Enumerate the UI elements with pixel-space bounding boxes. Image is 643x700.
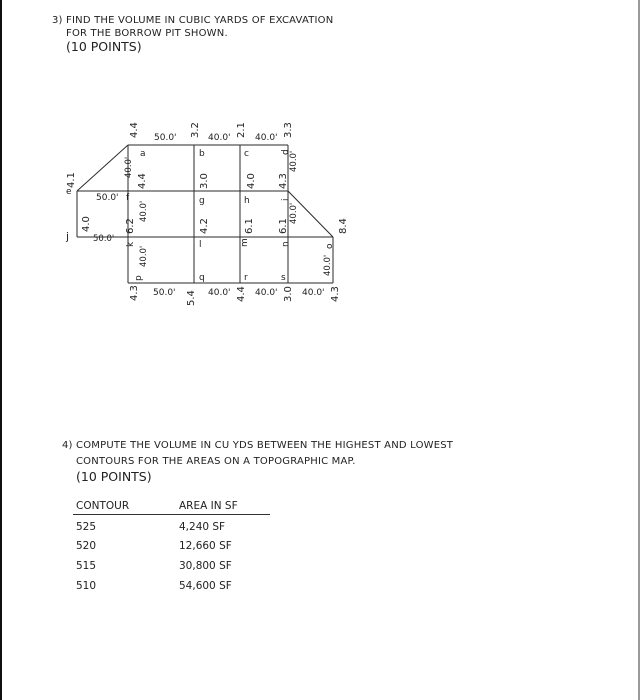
cut-a: 4.4 bbox=[129, 122, 140, 138]
dim-b-c: 40.0' bbox=[208, 133, 231, 143]
table-cell-area: 12,660 SF bbox=[179, 540, 232, 552]
cut-d: 3.3 bbox=[283, 122, 294, 138]
cut-f: 4.4 bbox=[137, 173, 148, 189]
question-4-points: (10 POINTS) bbox=[76, 469, 152, 484]
point-e: e bbox=[66, 187, 72, 197]
question-4-line-2: CONTOURS FOR THE AREAS ON A TOPOGRAPHIC MAP. bbox=[76, 456, 356, 467]
table-header-contour: CONTOUR bbox=[76, 500, 130, 512]
point-b: b bbox=[199, 149, 205, 159]
table-cell-area: 54,600 SF bbox=[179, 580, 232, 592]
table-header-area: AREA IN SF bbox=[179, 500, 238, 512]
dim-f-k: 40.0' bbox=[139, 200, 149, 222]
dim-e-f: 50.0' bbox=[96, 193, 119, 203]
table-cell-contour: 520 bbox=[76, 540, 97, 552]
point-h: h bbox=[244, 196, 250, 206]
dim-r-s: 40.0' bbox=[255, 288, 278, 298]
dim-j-k: 50.0' bbox=[93, 234, 115, 244]
point-d: d bbox=[281, 149, 291, 155]
dim-k-p: 40.0' bbox=[139, 245, 149, 267]
dim-c-d: 40.0' bbox=[255, 133, 278, 143]
table-header-rule bbox=[73, 514, 270, 515]
cut-j: 4.0 bbox=[81, 216, 92, 232]
cut-h: 4.0 bbox=[246, 173, 257, 189]
cut-l: 4.2 bbox=[199, 218, 210, 234]
dim-a-b: 50.0' bbox=[154, 133, 177, 143]
dim-q-r: 40.0' bbox=[208, 288, 231, 298]
cut-t: 4.3 bbox=[330, 286, 341, 302]
question-3-line-2: FOR THE BORROW PIT SHOWN. bbox=[66, 28, 228, 39]
cut-g: 3.0 bbox=[199, 173, 210, 189]
point-f: f bbox=[126, 193, 130, 203]
cut-m: 6.1 bbox=[244, 218, 255, 234]
point-j: j bbox=[66, 230, 70, 243]
cut-p: 4.3 bbox=[129, 285, 140, 301]
point-q: q bbox=[199, 273, 205, 283]
table-cell-contour: 515 bbox=[76, 560, 97, 572]
cut-e: 4.1 bbox=[66, 172, 77, 188]
dim-n-o: 40.0' bbox=[323, 254, 333, 276]
point-s: s bbox=[281, 273, 286, 283]
point-i: i bbox=[281, 198, 291, 201]
cut-o: 8.4 bbox=[338, 218, 349, 234]
dim-l-n: 40.0' bbox=[289, 202, 299, 224]
dim-a-f: 40.0' bbox=[124, 156, 134, 178]
cut-c: 2.1 bbox=[236, 122, 247, 138]
cut-r: 4.4 bbox=[236, 286, 247, 302]
point-o: o bbox=[325, 243, 335, 249]
point-k: k bbox=[126, 241, 136, 247]
table-cell-area: 30,800 SF bbox=[179, 560, 232, 572]
point-m: m bbox=[240, 238, 250, 247]
point-r: r bbox=[244, 273, 248, 283]
cut-k: 6.2 bbox=[125, 218, 136, 234]
question-3-line-1: 3) FIND THE VOLUME IN CUBIC YARDS OF EXCAVATION bbox=[52, 15, 334, 26]
point-a: a bbox=[140, 149, 146, 159]
point-n: n bbox=[281, 241, 291, 247]
cut-b: 3.2 bbox=[190, 122, 201, 138]
dim-p-q: 50.0' bbox=[153, 288, 176, 298]
dim-s-o: 40.0' bbox=[302, 288, 325, 298]
point-p: p bbox=[134, 275, 144, 281]
point-g: g bbox=[199, 196, 205, 206]
dim-d-l: 40.0' bbox=[289, 150, 299, 172]
cut-s: 3.0 bbox=[283, 286, 294, 302]
point-l: l bbox=[199, 240, 202, 250]
cut-n: 6.1 bbox=[278, 218, 289, 234]
table-cell-contour: 510 bbox=[76, 580, 97, 592]
question-3-points: (10 POINTS) bbox=[66, 39, 142, 54]
question-4-line-1: 4) COMPUTE THE VOLUME IN CU YDS BETWEEN THE HIGHEST AND LOWEST bbox=[62, 440, 454, 451]
cut-i: 4.3 bbox=[278, 173, 289, 189]
cut-q: 5.4 bbox=[186, 290, 197, 306]
slant-edge-left bbox=[77, 145, 128, 191]
point-c: c bbox=[244, 149, 249, 159]
table-cell-contour: 525 bbox=[76, 521, 97, 533]
table-cell-area: 4,240 SF bbox=[179, 521, 226, 533]
